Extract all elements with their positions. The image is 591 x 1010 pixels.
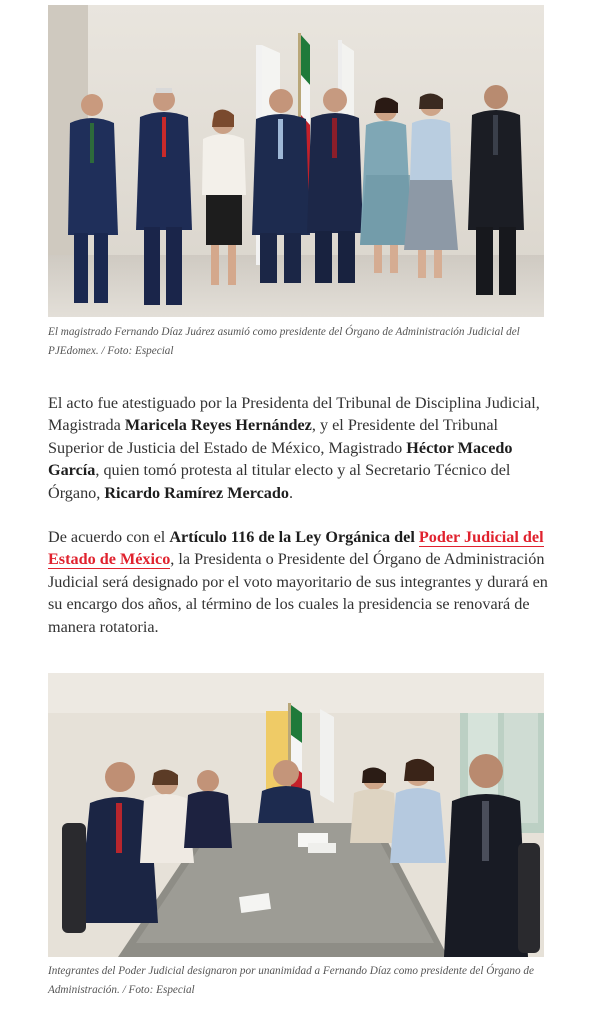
group-photo-standing bbox=[48, 5, 544, 317]
article-paragraph-1 bbox=[48, 392, 548, 504]
bold-name-ricardo: Ricardo Ramírez Mercado bbox=[104, 483, 289, 502]
photo-caption-1: El magistrado Fernando Díaz Juárez asumió como presidente del Órgano de Administración Judicial del PJEdomex. / Foto: Especial bbox=[48, 326, 520, 357]
bold-name-hector: Héctor Macedo García bbox=[48, 438, 513, 480]
group-photo-standing-image bbox=[48, 5, 544, 317]
text-span: , la Presidenta o Presidente del Órgano de Administración Judicial será designado por el voto mayoritario de sus integrantes y durará en su encargo dos años, al término de los cuales la presidencia se renovará de manera rotatoria. bbox=[48, 550, 548, 636]
text-span: , quien tomó protesta al titular electo y al Secretario Técnico del Órgano, bbox=[48, 461, 511, 502]
article-paragraph-2 bbox=[48, 526, 548, 638]
meeting-photo bbox=[48, 673, 544, 957]
meeting-photo-image bbox=[48, 673, 544, 957]
photo-caption-2: Integrantes del Poder Judicial designaron por unanimidad a Fernando Díaz como presidente del Órgano de Administración. / Foto: Especial bbox=[48, 965, 534, 996]
bold-article-reference: Artículo 116 de la Ley Orgánica del bbox=[169, 528, 419, 546]
text-span: El acto fue atestiguado por la Presidenta del Tribunal de Disciplina Judicial, Magistrada bbox=[48, 394, 540, 435]
text-span: De acuerdo con el bbox=[48, 528, 170, 546]
text-span: . bbox=[288, 483, 294, 502]
poder-judicial-link[interactable]: Poder Judicial del Estado de México bbox=[48, 528, 544, 569]
bold-name-maricela: Maricela Reyes Hernández bbox=[124, 416, 312, 435]
text-span: , y el Presidente del Tribunal Superior de Justicia del Estado de México, Magistrado bbox=[48, 416, 499, 457]
